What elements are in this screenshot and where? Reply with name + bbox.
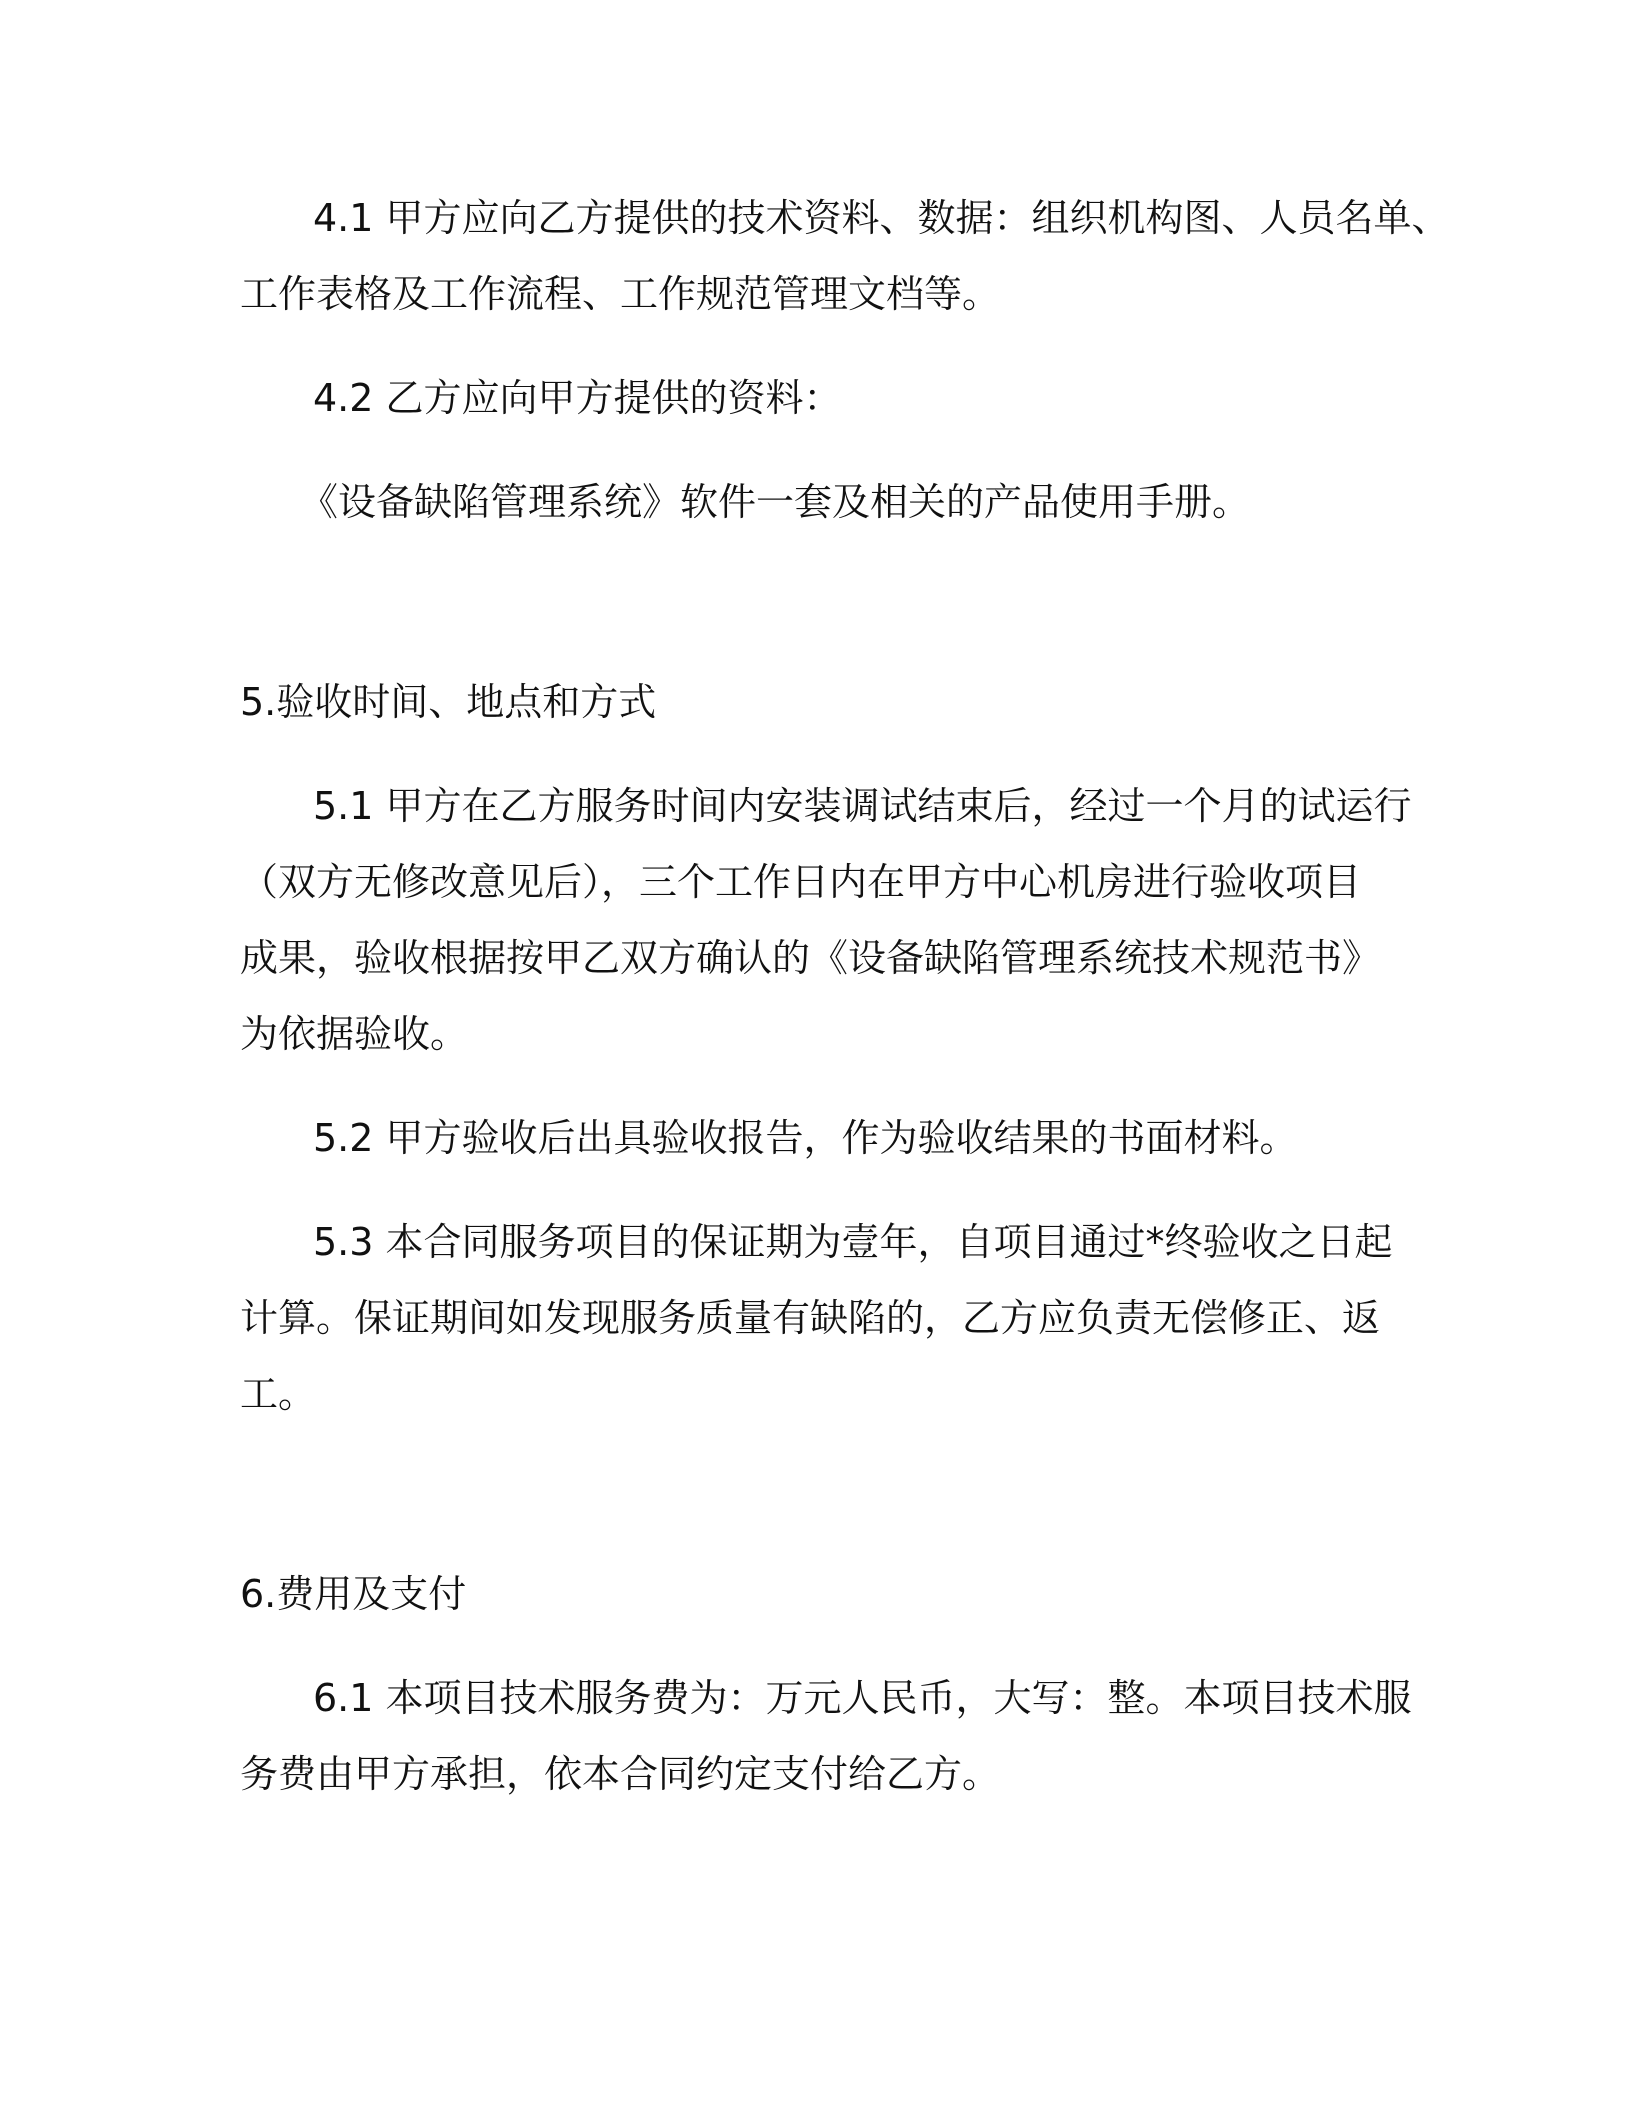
- clause-5-1-line-3: 成果，验收根据按甲乙双方确认的《设备缺陷管理系统技术规范书》: [240, 936, 1381, 980]
- clause-6-1-line-1: 6.1 本项目技术服务费为：万元人民币，大写：整。本项目技术服: [313, 1676, 1412, 1720]
- clause-5-1-line-2: （双方无修改意见后），三个工作日内在甲方中心机房进行验收项目: [240, 860, 1362, 904]
- section-5-heading: 5.验收时间、地点和方式: [240, 680, 657, 724]
- clause-5-2: 5.2 甲方验收后出具验收报告，作为验收结果的书面材料。: [313, 1116, 1298, 1160]
- clause-5-3-line-1: 5.3 本合同服务项目的保证期为壹年，自项目通过*终验收之日起: [313, 1220, 1393, 1264]
- section-6-heading: 6.费用及支付: [240, 1572, 467, 1616]
- clause-4-1-line-2: 工作表格及工作流程、工作规范管理文档等。: [240, 272, 1001, 316]
- clause-5-1-line-4: 为依据验收。: [240, 1012, 469, 1056]
- clause-5-3-line-3: 工。: [240, 1372, 317, 1416]
- clause-4-2: 4.2 乙方应向甲方提供的资料：: [313, 376, 842, 420]
- clause-5-1-line-1: 5.1 甲方在乙方服务时间内安装调试结束后，经过一个月的试运行: [313, 784, 1412, 828]
- clause-6-1-line-2: 务费由甲方承担，依本合同约定支付给乙方。: [240, 1752, 1001, 1796]
- clause-4-2-item: 《设备缺陷管理系统》软件一套及相关的产品使用手册。: [300, 480, 1251, 524]
- clause-4-1-line-1: 4.1 甲方应向乙方提供的技术资料、数据：组织机构图、人员名单、: [313, 196, 1450, 240]
- clause-5-3-line-2: 计算。保证期间如发现服务质量有缺陷的，乙方应负责无偿修正、返: [240, 1296, 1381, 1340]
